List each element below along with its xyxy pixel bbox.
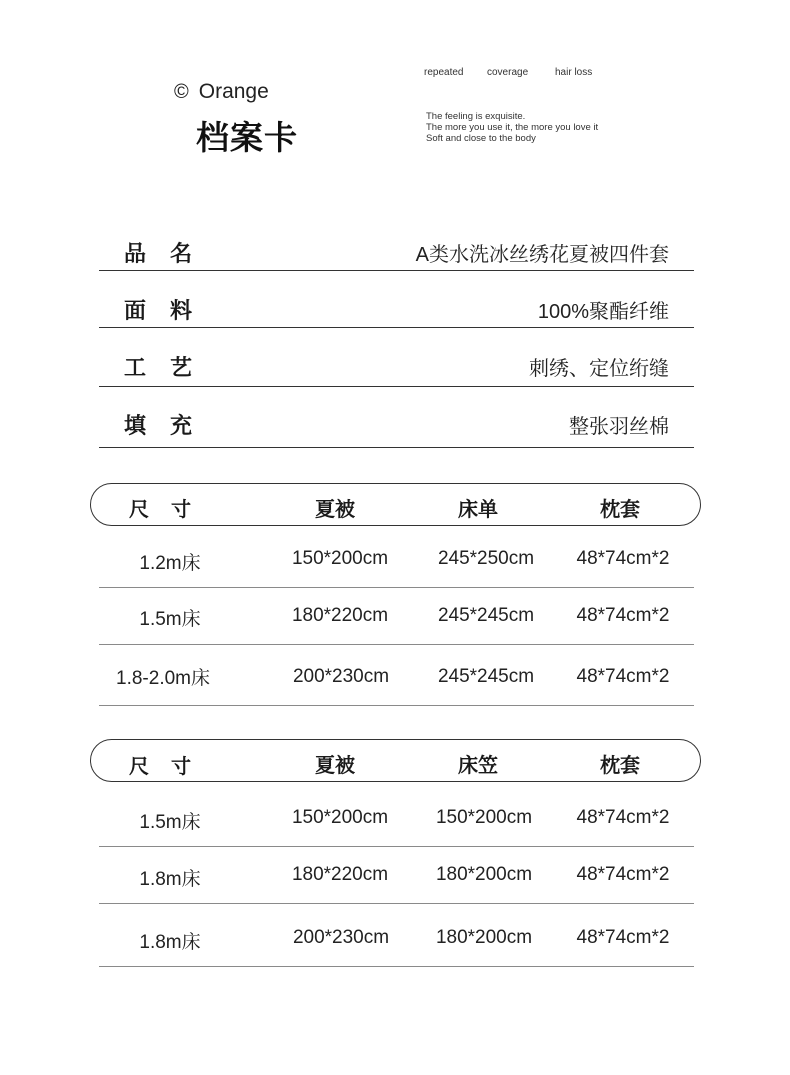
table-cell: 1.5m床	[139, 609, 201, 630]
row-divider	[99, 966, 694, 967]
row-divider	[99, 705, 694, 706]
row-divider	[99, 903, 694, 904]
header-sheet: 床单	[458, 499, 498, 521]
info-row-name	[99, 228, 694, 271]
table-cell: 180*200cm	[435, 927, 533, 948]
table-cell: 48*74cm*2	[576, 605, 670, 626]
copyright-icon: ©	[174, 81, 189, 103]
table-cell: 150*200cm	[291, 807, 389, 828]
table-cell: 48*74cm*2	[576, 864, 670, 885]
info-label: 面料	[124, 298, 217, 323]
tag-coverage: coverage	[487, 67, 529, 78]
tagline-1: The feeling is exquisite.	[426, 111, 526, 122]
info-label: 填充	[124, 413, 217, 438]
table-cell: 245*250cm	[437, 548, 535, 569]
table-cell: 150*200cm	[291, 548, 389, 569]
header-size: 尺寸	[129, 756, 213, 778]
table-cell: 48*74cm*2	[576, 666, 670, 687]
info-value: 刺绣、定位绗缝	[529, 358, 669, 380]
table-cell: 1.8m床	[139, 932, 201, 953]
header-fitted-sheet: 床笠	[458, 755, 498, 777]
table-cell: 150*200cm	[435, 807, 533, 828]
row-divider	[99, 644, 694, 645]
brand-name: Orange	[198, 80, 269, 103]
header-pillowcase: 枕套	[600, 499, 640, 521]
table-cell: 1.5m床	[139, 812, 201, 833]
table-cell: 245*245cm	[437, 666, 535, 687]
table-cell: 180*220cm	[291, 605, 389, 626]
info-value: 整张羽丝棉	[569, 416, 669, 438]
info-row-craft	[99, 327, 694, 387]
table-cell: 48*74cm*2	[576, 548, 670, 569]
brand-logo	[174, 80, 269, 104]
table-cell: 48*74cm*2	[576, 807, 670, 828]
tagline-2: The more you use it, the more you love it	[426, 122, 599, 133]
info-value: A类水洗冰丝绣花夏被四件套	[415, 244, 669, 266]
table-cell: 1.8-2.0m床	[116, 668, 210, 689]
table-cell: 180*200cm	[435, 864, 533, 885]
table-cell: 180*220cm	[291, 864, 389, 885]
table-cell: 200*230cm	[292, 927, 390, 948]
info-label: 工艺	[124, 355, 217, 380]
page-title: 档案卡	[196, 119, 298, 156]
header-pillowcase: 枕套	[600, 755, 640, 777]
table-cell: 245*245cm	[437, 605, 535, 626]
tag-repeated: repeated	[424, 67, 464, 78]
header-quilt: 夏被	[315, 755, 355, 777]
table-cell: 48*74cm*2	[576, 927, 670, 948]
header-quilt: 夏被	[315, 499, 355, 521]
header-size: 尺寸	[129, 499, 213, 521]
info-value: 100%聚酯纤维	[537, 301, 669, 323]
table-cell: 1.8m床	[139, 869, 201, 890]
row-divider	[99, 846, 694, 847]
table-cell: 1.2m床	[139, 553, 201, 574]
info-row-filling	[99, 386, 694, 448]
table-cell: 200*230cm	[292, 666, 390, 687]
row-divider	[99, 587, 694, 588]
info-label: 品名	[124, 241, 217, 266]
tag-hair-loss: hair loss	[555, 67, 593, 78]
tagline-3: Soft and close to the body	[426, 133, 536, 144]
info-row-fabric	[99, 270, 694, 328]
